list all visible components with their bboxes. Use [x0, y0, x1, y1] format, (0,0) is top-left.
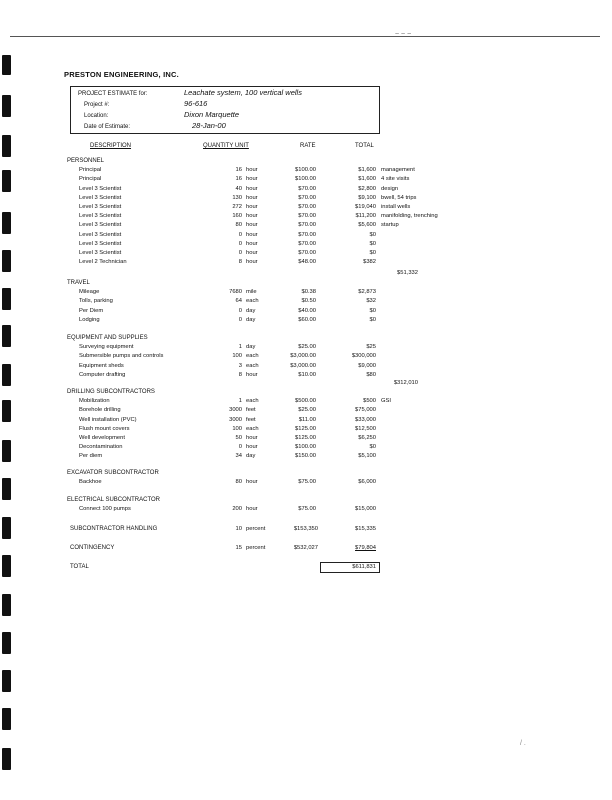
line-item-description: Level 2 Technician	[79, 259, 127, 266]
total-label: TOTAL	[70, 564, 89, 570]
line-item-description: Principal	[79, 167, 102, 174]
line-item-rate: $70.00	[298, 194, 316, 201]
line-item-quantity: 100	[232, 425, 242, 432]
line-item-quantity: 80	[235, 222, 242, 229]
line-item-description: Flush mount covers	[79, 425, 130, 432]
line-item-unit: each	[246, 353, 259, 360]
line-item-rate: $48.00	[298, 259, 316, 266]
binder-hole	[2, 594, 11, 616]
line-item-rate: $0.38	[301, 289, 316, 296]
contingency-label: CONTINGENCY	[70, 545, 115, 551]
line-item-description: Well installation (PVC)	[79, 416, 137, 423]
company-name: PRESTON ENGINEERING, INC.	[64, 70, 179, 79]
line-item-rate: $70.00	[298, 231, 316, 238]
line-item-rate: $11.00	[298, 416, 316, 423]
line-item-rate: $60.00	[298, 316, 316, 323]
line-item-total: $1,600	[358, 167, 376, 174]
line-item-unit: hour	[246, 479, 258, 486]
line-item-total: $2,873	[358, 289, 376, 296]
line-item-total: $382	[363, 259, 376, 266]
line-item-rate: $0.50	[301, 298, 316, 305]
line-item-quantity: 0	[238, 444, 242, 451]
binder-hole	[2, 400, 11, 422]
contingency-qty: 15	[235, 545, 242, 551]
line-item-rate: $150.00	[295, 453, 316, 460]
line-item-description: Borehole drilling	[79, 407, 121, 414]
section-subtotal: $312,010	[393, 380, 418, 386]
line-item-unit: hour	[246, 204, 258, 210]
line-item-unit: hour	[246, 167, 258, 174]
line-item-total: $5,100	[358, 453, 376, 460]
line-item-unit: hour	[246, 194, 258, 201]
line-item-rate: $100.00	[295, 444, 316, 451]
line-item-quantity: 1	[238, 344, 242, 351]
binder-hole	[2, 250, 11, 272]
line-item-description: Lodging	[79, 316, 100, 323]
binder-hole	[2, 517, 11, 539]
line-item-unit: hour	[246, 185, 258, 192]
line-item-rate: $70.00	[298, 213, 316, 220]
line-item-rate: $3,000.00	[290, 362, 316, 369]
line-item-note: install wells	[381, 204, 411, 210]
line-item-total: $9,100	[358, 194, 376, 201]
line-item-quantity: 80	[235, 479, 242, 486]
handling-qty: 10	[235, 526, 242, 532]
line-item-unit: hour	[246, 250, 258, 256]
binder-hole	[2, 632, 11, 654]
handling-unit: percent	[246, 526, 266, 532]
line-item-unit: day	[246, 316, 256, 323]
line-item-unit: mile	[246, 289, 257, 296]
line-item-total: $0	[369, 231, 376, 238]
line-item-unit: hour	[246, 240, 258, 247]
line-item-description: Mileage	[79, 289, 100, 296]
line-item-rate: $70.00	[298, 240, 316, 247]
line-item-total: $6,250	[358, 435, 376, 441]
line-item-note: startup	[381, 222, 399, 229]
line-item-description: Decontamination	[79, 444, 123, 451]
line-item-total: $75,000	[355, 407, 376, 414]
binder-hole	[2, 170, 11, 192]
binder-hole	[2, 478, 11, 500]
line-item-total: $0	[369, 307, 376, 314]
line-item-quantity: 3	[238, 362, 242, 369]
section-subtotal: $51,332	[397, 270, 418, 276]
line-item-note: bwell, 54 trips	[381, 194, 417, 201]
line-item-total: $33,000	[355, 416, 376, 423]
line-item-rate: $70.00	[298, 185, 316, 192]
line-item-quantity: 100	[232, 353, 242, 360]
line-item-quantity: 0	[238, 240, 242, 247]
col-total: TOTAL	[355, 143, 374, 149]
line-item-rate: $75.00	[298, 479, 316, 486]
line-item-unit: hour	[246, 213, 258, 220]
line-item-quantity: 3000	[229, 407, 242, 414]
line-item-quantity: 64	[235, 298, 242, 305]
location-label: Location:	[84, 113, 109, 119]
line-item-description: Well development	[79, 435, 125, 441]
line-item-unit: hour	[246, 231, 258, 238]
line-item-total: $19,040	[355, 204, 376, 210]
line-item-description: Level 3 Scientist	[79, 240, 122, 247]
section-title: DRILLING SUBCONTRACTORS	[67, 389, 155, 395]
line-item-rate: $70.00	[298, 222, 316, 229]
line-item-total: $1,600	[358, 176, 376, 183]
handwritten-mark-icon: / .	[520, 740, 526, 747]
line-item-note: GSI	[381, 398, 391, 405]
line-item-rate: $125.00	[295, 425, 316, 432]
date-value: 28-Jan-00	[192, 121, 226, 130]
line-item-unit: feet	[246, 407, 256, 414]
line-item-quantity: 272	[232, 204, 242, 210]
line-item-unit: hour	[246, 444, 258, 451]
line-item-description: Connect 100 pumps	[79, 506, 131, 513]
binder-hole	[2, 440, 11, 462]
line-item-description: Mobilization	[79, 398, 110, 405]
line-item-rate: $25.00	[298, 344, 316, 351]
line-item-quantity: 0	[238, 231, 242, 238]
project-number-value: 96-616	[184, 99, 208, 108]
handling-label: SUBCONTRACTOR HANDLING	[70, 526, 158, 532]
line-item-note: management	[381, 167, 415, 174]
line-item-note: 4 site visits	[381, 176, 410, 183]
binder-hole	[2, 670, 11, 692]
binder-hole	[2, 55, 11, 75]
handwritten-mark-icon: ~ ~ ~	[395, 31, 412, 38]
line-item-rate: $25.00	[298, 407, 316, 414]
estimate-label: PROJECT ESTIMATE for:	[78, 91, 148, 97]
line-item-description: Level 3 Scientist	[79, 231, 122, 238]
line-item-quantity: 8	[238, 371, 242, 378]
binder-hole	[2, 95, 11, 117]
col-quantity-unit: QUANTITY UNIT	[203, 143, 249, 149]
line-item-description: Computer drafting	[79, 371, 126, 378]
line-item-description: Level 3 Scientist	[79, 250, 122, 256]
location-value: Dixon Marquette	[184, 110, 240, 119]
line-item-quantity: 50	[235, 435, 242, 441]
line-item-quantity: 7680	[229, 289, 242, 296]
estimate-value: Leachate system, 100 vertical wells	[184, 88, 302, 97]
line-item-rate: $100.00	[295, 176, 316, 183]
line-item-unit: hour	[246, 176, 258, 183]
line-item-rate: $500.00	[295, 398, 316, 405]
line-item-description: Principal	[79, 176, 102, 183]
col-description: DESCRIPTION	[90, 143, 132, 149]
line-item-description: Level 3 Scientist	[79, 194, 122, 201]
line-item-total: $500	[363, 398, 376, 405]
line-item-rate: $10.00	[298, 371, 316, 378]
line-item-total: $0	[369, 240, 376, 247]
line-item-total: $9,000	[358, 362, 376, 369]
section-title: EQUIPMENT AND SUPPLIES	[67, 335, 148, 341]
binder-hole	[2, 708, 11, 730]
line-item-unit: hour	[246, 506, 258, 513]
line-item-total: $0	[369, 250, 376, 256]
line-item-rate: $40.00	[298, 307, 316, 314]
contingency-unit: percent	[246, 545, 266, 551]
contingency-total: $79,804	[355, 545, 376, 551]
line-item-quantity: 34	[235, 453, 242, 460]
line-item-unit: each	[246, 398, 259, 405]
line-item-rate: $100.00	[295, 167, 316, 174]
line-item-quantity: 3000	[229, 416, 242, 423]
total-value: $611,831	[352, 564, 376, 570]
line-item-unit: hour	[246, 371, 258, 378]
line-item-unit: day	[246, 344, 256, 351]
line-item-total: $12,500	[355, 425, 376, 432]
line-item-description: Level 3 Scientist	[79, 204, 122, 210]
line-item-quantity: 160	[232, 213, 242, 220]
line-item-quantity: 40	[235, 185, 242, 192]
line-item-unit: each	[246, 362, 259, 369]
line-item-quantity: 16	[235, 167, 242, 174]
line-item-description: Tolls, parking	[79, 298, 113, 305]
binder-hole	[2, 748, 11, 770]
line-item-unit: each	[246, 298, 259, 305]
line-item-quantity: 0	[238, 316, 242, 323]
binder-hole	[2, 212, 11, 234]
line-item-total: $0	[369, 316, 376, 323]
line-item-quantity: 16	[235, 176, 242, 183]
section-title: EXCAVATOR SUBCONTRACTOR	[67, 470, 159, 476]
line-item-description: Surveying equipment	[79, 344, 134, 351]
line-item-quantity: 8	[238, 259, 242, 266]
binder-hole	[2, 555, 11, 577]
line-item-description: Level 3 Scientist	[79, 185, 122, 192]
section-title: ELECTRICAL SUBCONTRACTOR	[67, 497, 161, 503]
project-number-label: Project #:	[84, 102, 110, 108]
line-item-total: $15,000	[355, 506, 376, 513]
line-item-rate: $125.00	[295, 435, 316, 441]
line-item-unit: feet	[246, 416, 256, 423]
handling-total: $15,335	[355, 526, 376, 532]
line-item-total: $11,200	[355, 213, 376, 220]
line-item-total: $25	[366, 344, 376, 351]
handling-rate: $153,350	[293, 526, 318, 532]
line-item-unit: hour	[246, 259, 258, 266]
contingency-rate: $532,027	[293, 545, 318, 551]
line-item-description: Per diem	[79, 453, 103, 460]
line-item-unit: day	[246, 453, 256, 460]
line-item-quantity: 130	[232, 194, 242, 201]
line-item-total: $80	[366, 371, 376, 378]
line-item-description: Level 3 Scientist	[79, 213, 122, 220]
line-item-unit: hour	[246, 435, 258, 441]
top-rule	[10, 36, 600, 37]
line-item-unit: day	[246, 307, 256, 314]
binder-hole	[2, 325, 11, 347]
line-item-total: $300,000	[351, 353, 376, 360]
binder-hole	[2, 135, 11, 157]
line-item-rate: $70.00	[298, 250, 316, 256]
line-item-unit: hour	[246, 222, 258, 229]
line-item-unit: each	[246, 425, 259, 432]
line-item-total: $32	[366, 298, 376, 305]
binder-hole	[2, 364, 11, 386]
line-item-rate: $70.00	[298, 204, 316, 210]
section-title: TRAVEL	[67, 280, 90, 286]
line-item-quantity: 0	[238, 307, 242, 314]
line-item-description: Equipment sheds	[79, 362, 124, 369]
line-item-total: $5,600	[358, 222, 376, 229]
date-label: Date of Estimate:	[84, 124, 131, 130]
line-item-rate: $3,000.00	[290, 353, 316, 360]
line-item-total: $0	[369, 444, 376, 451]
line-item-note: design	[381, 185, 399, 192]
line-item-total: $2,800	[358, 185, 376, 192]
line-item-quantity: 1	[238, 398, 242, 405]
line-item-description: Per Diem	[79, 307, 104, 314]
line-item-description: Level 3 Scientist	[79, 222, 122, 229]
line-item-note: manifolding, trenching	[381, 213, 438, 220]
line-item-description: Submersible pumps and controls	[79, 353, 164, 360]
section-title: PERSONNEL	[67, 158, 105, 164]
line-item-total: $6,000	[358, 479, 376, 486]
line-item-quantity: 200	[232, 506, 242, 513]
line-item-description: Backhoe	[79, 479, 102, 486]
line-item-rate: $75.00	[298, 506, 316, 513]
col-rate: RATE	[300, 143, 316, 149]
binder-hole	[2, 288, 11, 310]
line-item-quantity: 0	[238, 250, 242, 256]
